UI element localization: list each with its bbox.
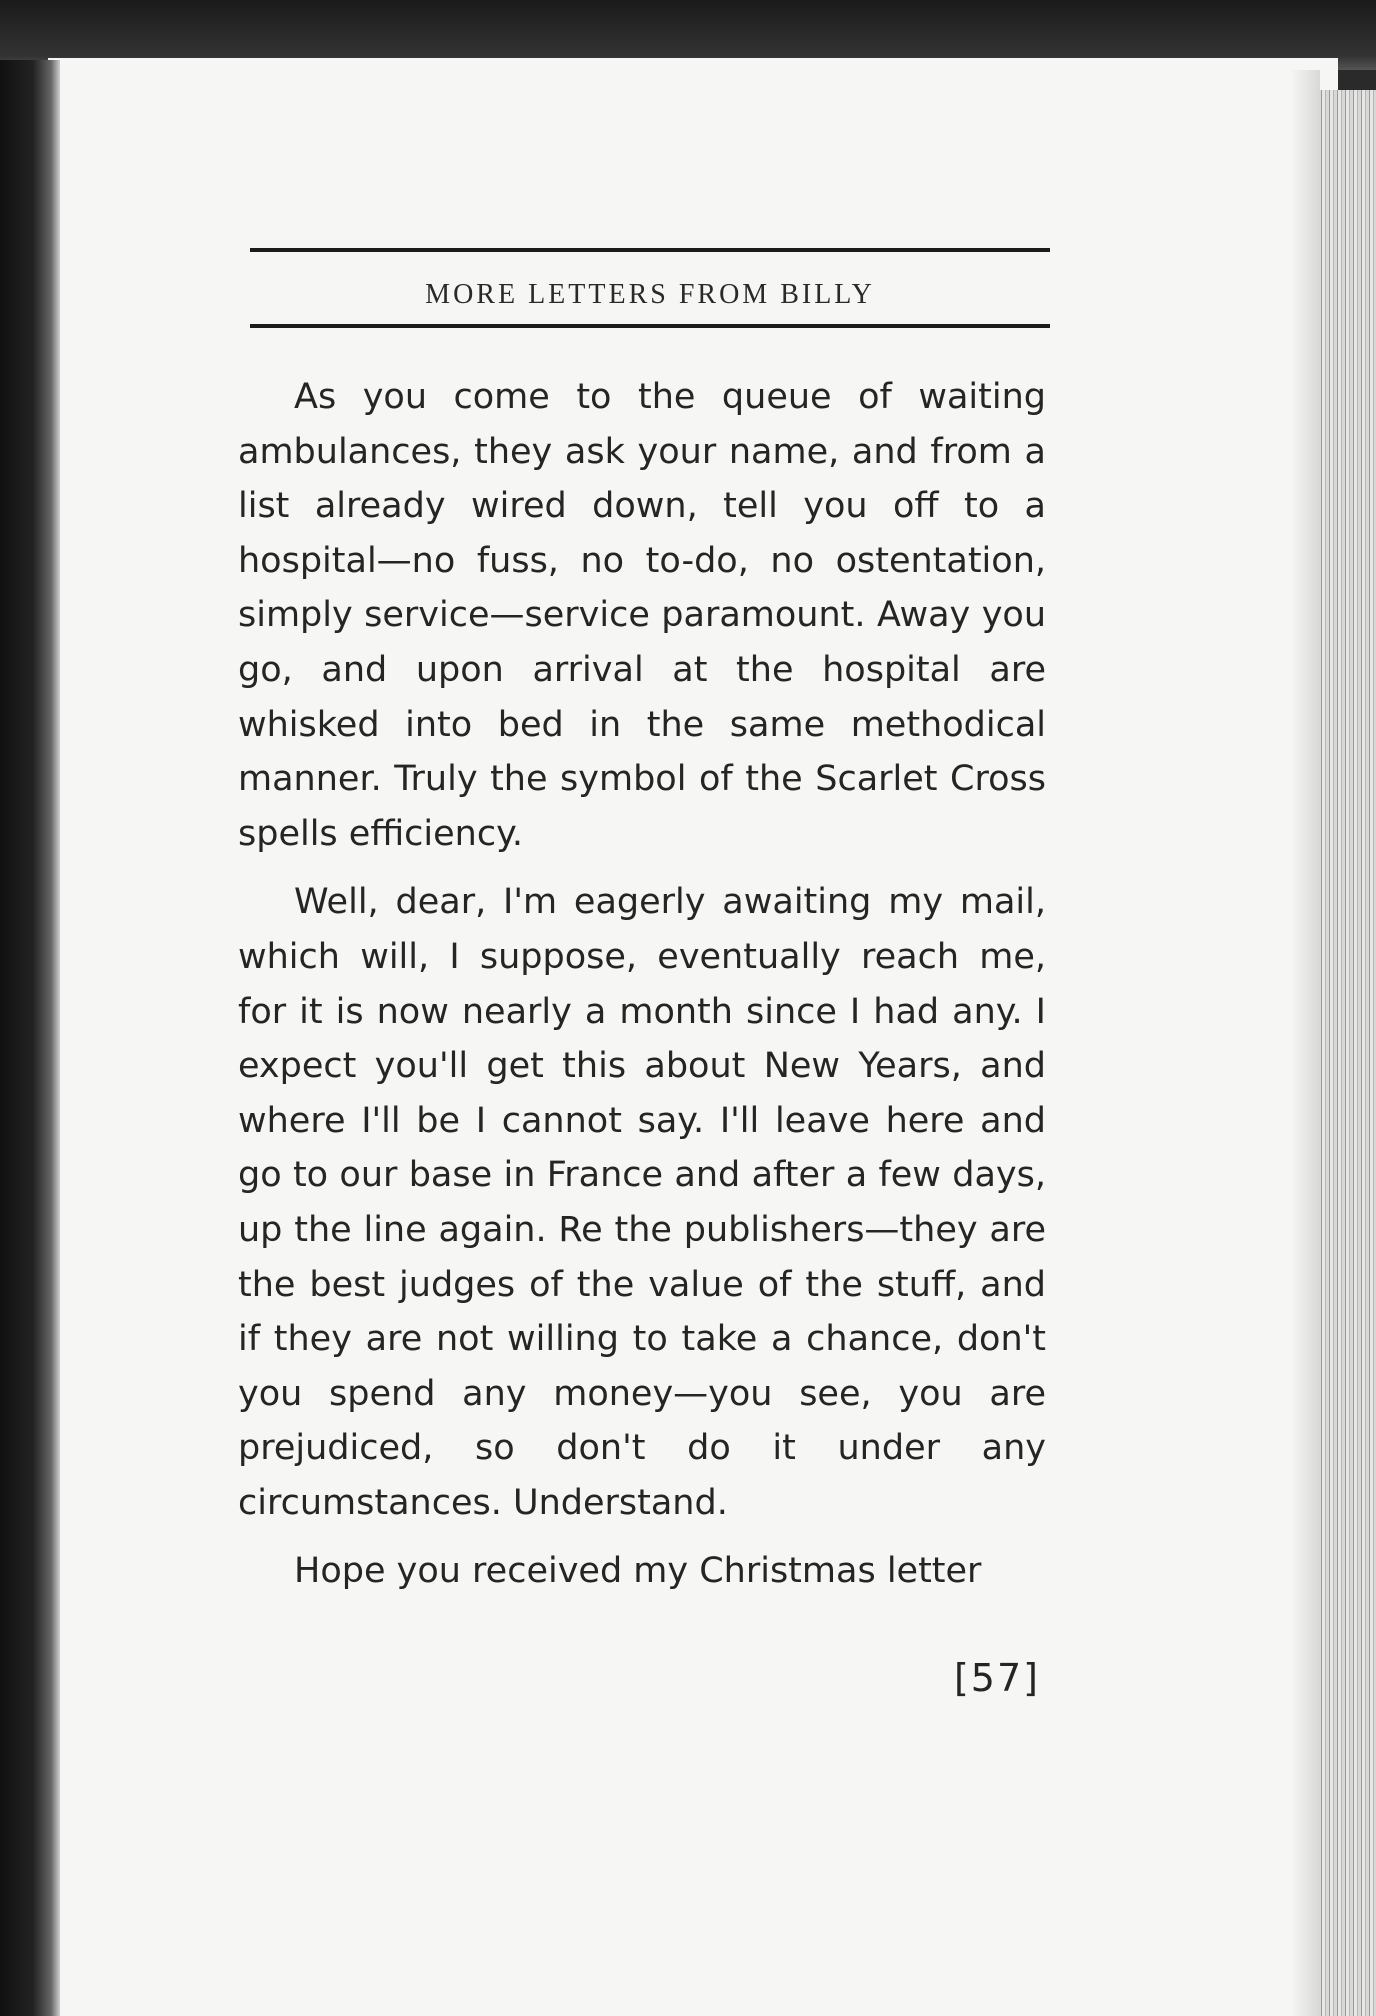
book-binding — [0, 60, 60, 2016]
body-text — [238, 370, 1046, 1599]
header-rule-top — [250, 248, 1050, 252]
page-number: [57] — [953, 1656, 1040, 1700]
page-edges — [1318, 90, 1376, 2016]
running-head — [250, 248, 1050, 328]
header-rule-bottom — [250, 324, 1050, 328]
paragraph: As you come to the queue of waiting ambulances, they ask your name, and from a list already wired down, tell you off to a hospital—no fuss, no to-do, no ostentation, simply service—service paramount. Away you go, and upon arrival at the hospital are whisked into bed in the same methodical manner. Truly the symbol of the Scarlet Cross spells efficiency. — [238, 377, 1046, 854]
paragraph: Hope you received my Christmas letter — [294, 1551, 982, 1592]
paragraph: Well, dear, I'm eagerly awaiting my mail, which will, I suppose, eventually reach me, for it is now nearly a month since I had any. I expect you'll get this about New Years, and where I'll be I cannot say. I'll leave here and go to our base in France and after a few days, up the line again. Re the publishers—they are the best judges of the value of the stuff, and if they are not willing to take a chance, don't you spend any money—you see, you are prejudiced, so don't do it under any circumstances. Understand. — [238, 882, 1046, 1523]
page-gutter-shadow — [1290, 70, 1320, 2016]
running-head-title: MORE LETTERS FROM BILLY — [425, 279, 875, 310]
